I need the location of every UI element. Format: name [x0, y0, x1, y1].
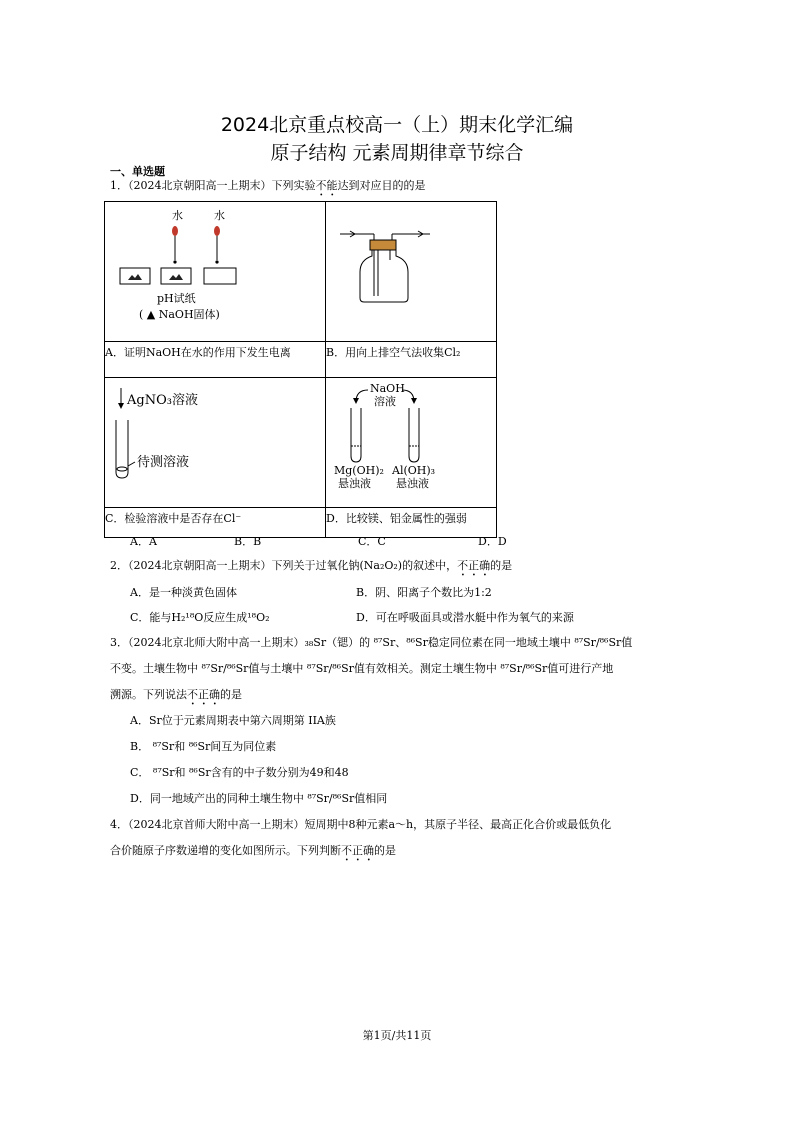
- cell-c-caption: C．检验溶液中是否存在Cl⁻: [105, 508, 326, 538]
- q1-option-b[interactable]: B．B: [234, 535, 262, 548]
- emphasis-text: 不能: [315, 179, 338, 192]
- svg-text:溶液: 溶液: [374, 395, 396, 408]
- svg-text:NaOH: NaOH: [370, 382, 405, 395]
- question-4-line2: 合价随原子序数递增的变化如图所示。下列判断不正确的是: [110, 844, 396, 857]
- q3-option-b[interactable]: B． ⁸⁷Sr和 ⁸⁶Sr间互为同位素: [130, 740, 277, 753]
- svg-text:待测溶液: 待测溶液: [137, 455, 190, 470]
- q2-option-a[interactable]: A．是一种淡黄色固体: [130, 586, 237, 599]
- q2-option-d[interactable]: D．可在呼吸面具或潜水艇中作为氧气的来源: [356, 611, 574, 624]
- ph-paper-figure: [105, 202, 325, 338]
- emphasis-text: 不正确: [187, 688, 220, 701]
- svg-text:Mg(OH)₂: Mg(OH)₂: [334, 464, 384, 477]
- gas-bottle-figure: [326, 202, 496, 338]
- cell-b-figure: [326, 202, 497, 342]
- q1-option-d[interactable]: D．D: [478, 535, 507, 548]
- two-tubes-figure: [326, 378, 496, 504]
- question-2: 2．（2024北京朝阳高一上期末）下列关于过氧化钠(Na₂O₂)的叙述中，不正确的是: [110, 559, 513, 572]
- question-3-line2: 不变。土壤生物中 ⁸⁷Sr/⁸⁶Sr值与土壤中 ⁸⁷Sr/⁸⁶Sr值有效相关。测定土壤生物中 ⁸⁷Sr/⁸⁶Sr值可进行产地: [110, 662, 614, 675]
- q2-option-b[interactable]: B．阴、阳离子个数比为1:2: [356, 586, 492, 599]
- page-footer: 第1页/共11页: [362, 1029, 432, 1042]
- q1-option-a[interactable]: A．A: [130, 535, 157, 548]
- question-3-line3: 溯源。下列说法不正确的是: [110, 688, 242, 701]
- page-title: 2024北京重点校高一（上）期末化学汇编: [220, 114, 574, 136]
- q2-option-c[interactable]: C．能与H₂¹⁸O反应生成¹⁸O₂: [130, 611, 270, 624]
- cell-d-caption: D．比较镁、铝金属性的强弱: [326, 508, 497, 538]
- test-tube-figure: [105, 378, 325, 504]
- svg-text:悬浊液: 悬浊液: [396, 477, 429, 490]
- q1-option-c[interactable]: C．C: [358, 535, 386, 548]
- question-1: 1．（2024北京朝阳高一上期末）下列实验不能达到对应目的的是: [110, 179, 426, 192]
- svg-text:AgNO₃溶液: AgNO₃溶液: [127, 393, 198, 408]
- cell-c-figure: [105, 378, 326, 508]
- q3-option-d[interactable]: D．同一地域产出的同种土壤生物中 ⁸⁷Sr/⁸⁶Sr值相同: [130, 792, 388, 805]
- svg-text:Al(OH)₃: Al(OH)₃: [392, 464, 436, 477]
- question-3: 3．（2024北京北师大附中高一上期末）₃₈Sr（锶）的 ⁸⁷Sr、⁸⁶Sr稳定同位素在同一地域土壤中 ⁸⁷Sr/⁸⁶Sr值: [110, 636, 633, 649]
- cell-a-caption: A．证明NaOH在水的作用下发生电离: [105, 342, 326, 378]
- svg-text:( ▲ NaOH固体): ( ▲ NaOH固体): [139, 308, 220, 321]
- emphasis-text: 不正确: [341, 844, 374, 857]
- cell-a-figure: [105, 202, 326, 342]
- svg-text:悬浊液: 悬浊液: [338, 477, 371, 490]
- svg-text:pH试纸: pH试纸: [157, 292, 196, 305]
- question-4: 4．（2024北京首师大附中高一上期末）短周期中8种元素a～h，其原子半径、最高正化合价或最低负化: [110, 818, 612, 831]
- svg-text:水: 水: [172, 209, 183, 222]
- cell-b-caption: B．用向上排空气法收集Cl₂: [326, 342, 497, 378]
- q3-option-c[interactable]: C． ⁸⁷Sr和 ⁸⁶Sr含有的中子数分别为49和48: [130, 766, 349, 779]
- cell-d-figure: [326, 378, 497, 508]
- svg-text:水: 水: [214, 209, 225, 222]
- emphasis-text: 不正确: [457, 559, 491, 572]
- page-subtitle: 原子结构 元素周期律章节综合: [270, 142, 524, 164]
- section-label: 一、单选题: [110, 165, 165, 178]
- experiment-table: [104, 201, 497, 538]
- q3-option-a[interactable]: A．Sr位于元素周期表中第六周期第 IIA族: [130, 714, 336, 727]
